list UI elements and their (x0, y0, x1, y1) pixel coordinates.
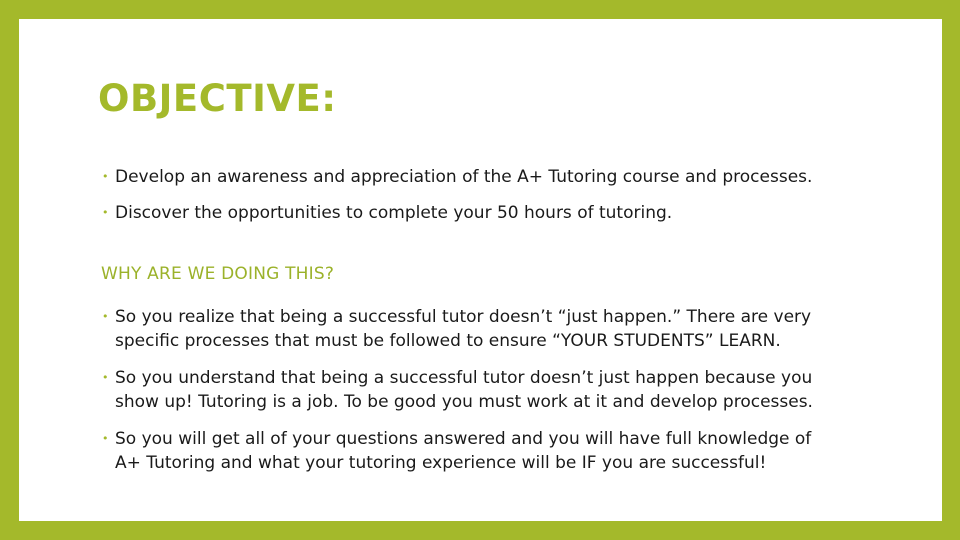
list-item (102, 305, 813, 353)
list-item (102, 201, 812, 225)
reasons-list (102, 305, 813, 488)
reason-line: So you will get all of your questions answered and you will have full knowledge of (115, 429, 812, 449)
reason-line: show up! Tutoring is a job. To be good you must work at it and develop processes. (115, 392, 813, 412)
reason-line: So you realize that being a successful tutor doesn’t “just happen.” There are very (115, 307, 812, 327)
bullet-dot-icon: • (102, 310, 109, 323)
section-subtitle: WHY ARE WE DOING THIS? (101, 264, 335, 284)
objective-text: Develop an awareness and appreciation of the A+ Tutoring course and processes. (115, 167, 813, 187)
bullet-dot-icon: • (102, 170, 109, 183)
list-item (102, 427, 813, 475)
reason-line: So you understand that being a successful tutor doesn’t just happen because you (115, 368, 813, 388)
reason-line: A+ Tutoring and what your tutoring experience will be IF you are successful! (115, 453, 767, 473)
objective-text: Discover the opportunities to complete your 50 hours of tutoring. (115, 203, 673, 223)
bullet-dot-icon: • (102, 432, 109, 445)
reason-line: specific processes that must be followed to ensure “YOUR STUDENTS” LEARN. (115, 331, 781, 351)
list-item (102, 165, 812, 189)
bullet-dot-icon: • (102, 206, 109, 219)
objectives-list (102, 165, 812, 237)
slide (19, 19, 942, 521)
slide-title: OBJECTIVE: (98, 77, 337, 120)
list-item (102, 366, 813, 414)
bullet-dot-icon: • (102, 371, 109, 384)
